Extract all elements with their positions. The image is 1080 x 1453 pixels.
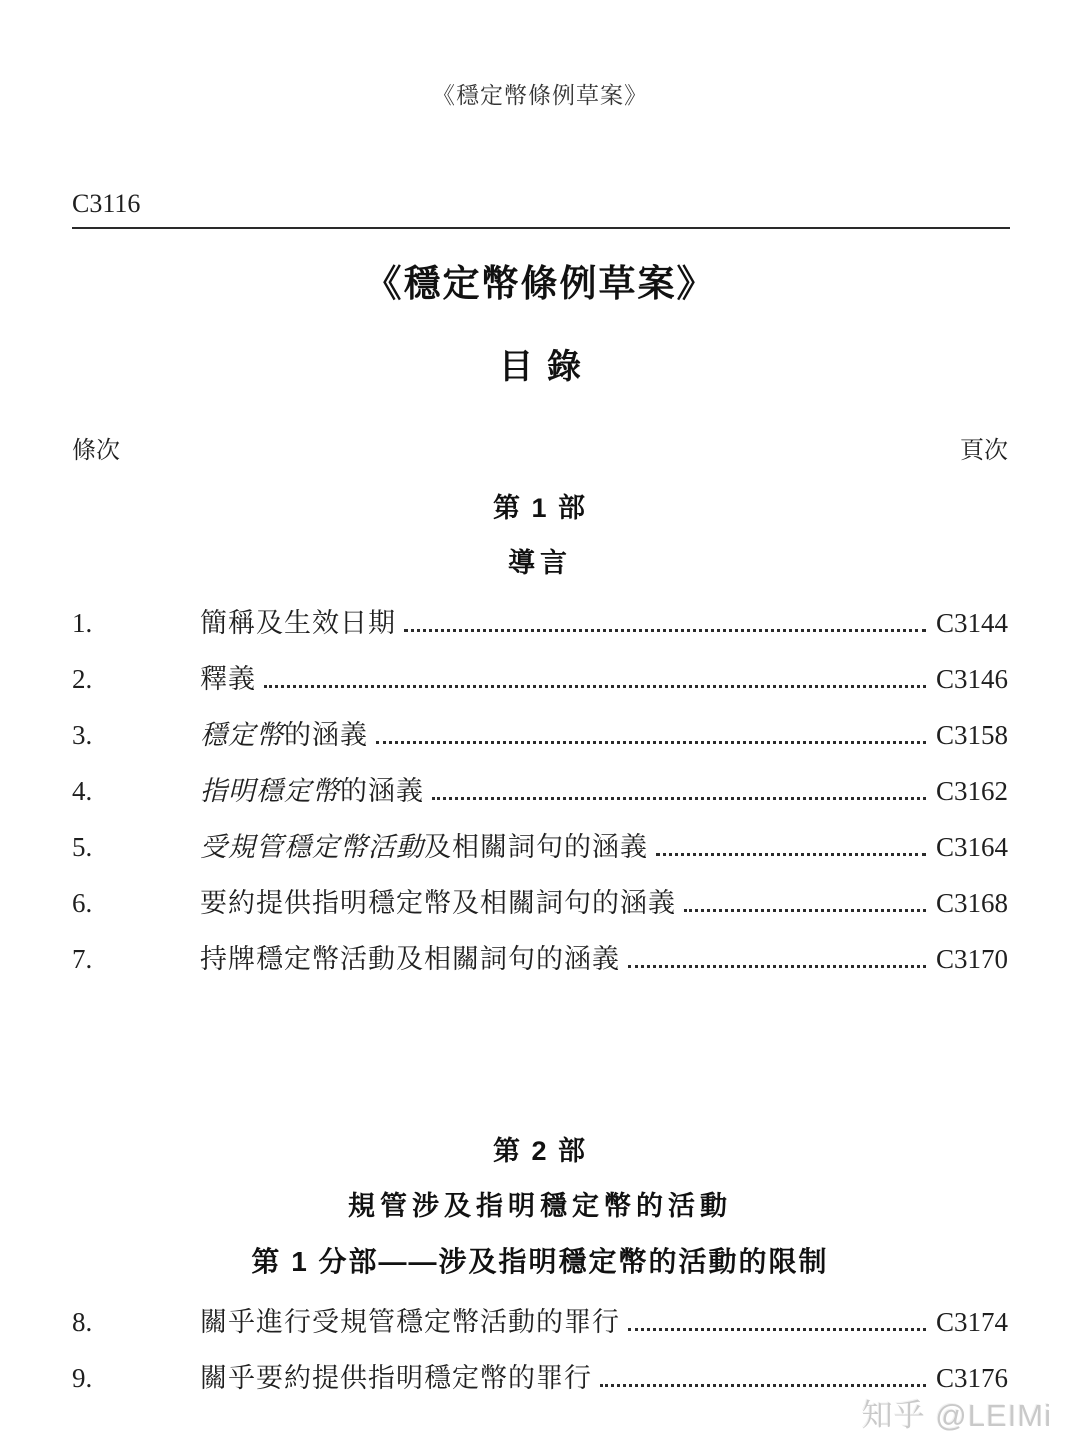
- entry-title: 關乎要約提供指明穩定幣的罪行: [200, 1363, 592, 1393]
- entry-page: C3174: [935, 1307, 1008, 1337]
- entry-title: 穩定幣的涵義: [200, 720, 368, 750]
- column-right-label: 頁次: [960, 438, 1008, 464]
- entry-page: C3162: [935, 776, 1008, 806]
- page-number: C3116: [72, 189, 141, 218]
- entry-number: 9.: [72, 1363, 93, 1393]
- entry-title: 關乎進行受規管穩定幣活動的罪行: [200, 1307, 620, 1337]
- dot-leader: [404, 629, 926, 632]
- toc-section: [0, 1138, 1080, 1392]
- entry-number: 8.: [72, 1307, 93, 1337]
- toc-entry: [72, 833, 1008, 861]
- toc-entry: [72, 777, 1008, 805]
- toc-entry: [72, 945, 1008, 973]
- entry-title: 要約提供指明穩定幣及相關詞句的涵義: [200, 888, 676, 918]
- column-left-label: 條次: [72, 438, 120, 464]
- toc-item-list: [0, 609, 1080, 973]
- entry-title: 簡稱及生效日期: [200, 608, 396, 638]
- toc-columns-header: [72, 439, 1008, 463]
- entry-number: 6.: [72, 888, 93, 918]
- toc-item-list: [0, 1308, 1080, 1392]
- dot-leader: [432, 797, 926, 800]
- toc-entry: [72, 665, 1008, 693]
- entry-page: C3146: [935, 664, 1008, 694]
- watermark: 知乎 @LEIMi: [861, 1398, 1052, 1433]
- entry-page: C3168: [935, 888, 1008, 918]
- dot-leader: [264, 685, 926, 688]
- entry-page: C3176: [935, 1363, 1008, 1393]
- entry-title: 指明穩定幣的涵義: [200, 776, 424, 806]
- running-header: 《穩定幣條例草案》: [432, 83, 648, 108]
- section-heading-division: 第 1 分部——涉及指明穩定幣的活動的限制: [251, 1246, 829, 1277]
- toc-entry: [72, 721, 1008, 749]
- section-heading-chapter: 導言: [508, 548, 572, 578]
- entry-page: C3170: [935, 944, 1008, 974]
- entry-number: 2.: [72, 664, 93, 694]
- folio-row: [72, 191, 1008, 217]
- dot-leader: [376, 741, 926, 744]
- toc-entry: [72, 1308, 1008, 1336]
- entry-title: 受規管穩定幣活動及相關詞句的涵義: [200, 832, 648, 862]
- entry-title: 持牌穩定幣活動及相關詞句的涵義: [200, 944, 620, 974]
- toc-entry: [72, 889, 1008, 917]
- toc-heading: 目錄: [499, 348, 595, 386]
- document-title: 《穩定幣條例草案》: [364, 263, 716, 304]
- entry-number: 4.: [72, 776, 93, 806]
- toc-section: [0, 495, 1080, 973]
- entry-page: C3164: [935, 832, 1008, 862]
- toc-sections: [0, 495, 1080, 1392]
- header-rule: [72, 227, 1010, 229]
- entry-number: 5.: [72, 832, 93, 862]
- toc-entry: [72, 1364, 1008, 1392]
- section-heading-chapter: 規管涉及指明穩定幣的活動: [348, 1191, 732, 1221]
- entry-page: C3144: [935, 608, 1008, 638]
- entry-number: 1.: [72, 608, 93, 638]
- entry-number: 3.: [72, 720, 93, 750]
- section-heading-part: 第 2 部: [492, 1136, 588, 1166]
- dot-leader: [600, 1384, 926, 1387]
- dot-leader: [656, 853, 926, 856]
- dot-leader: [628, 965, 926, 968]
- section-heading-part: 第 1 部: [492, 493, 588, 523]
- entry-number: 7.: [72, 944, 93, 974]
- toc-entry: [72, 609, 1008, 637]
- dot-leader: [684, 909, 926, 912]
- dot-leader: [628, 1328, 926, 1331]
- entry-title: 釋義: [200, 664, 256, 694]
- entry-page: C3158: [935, 720, 1008, 750]
